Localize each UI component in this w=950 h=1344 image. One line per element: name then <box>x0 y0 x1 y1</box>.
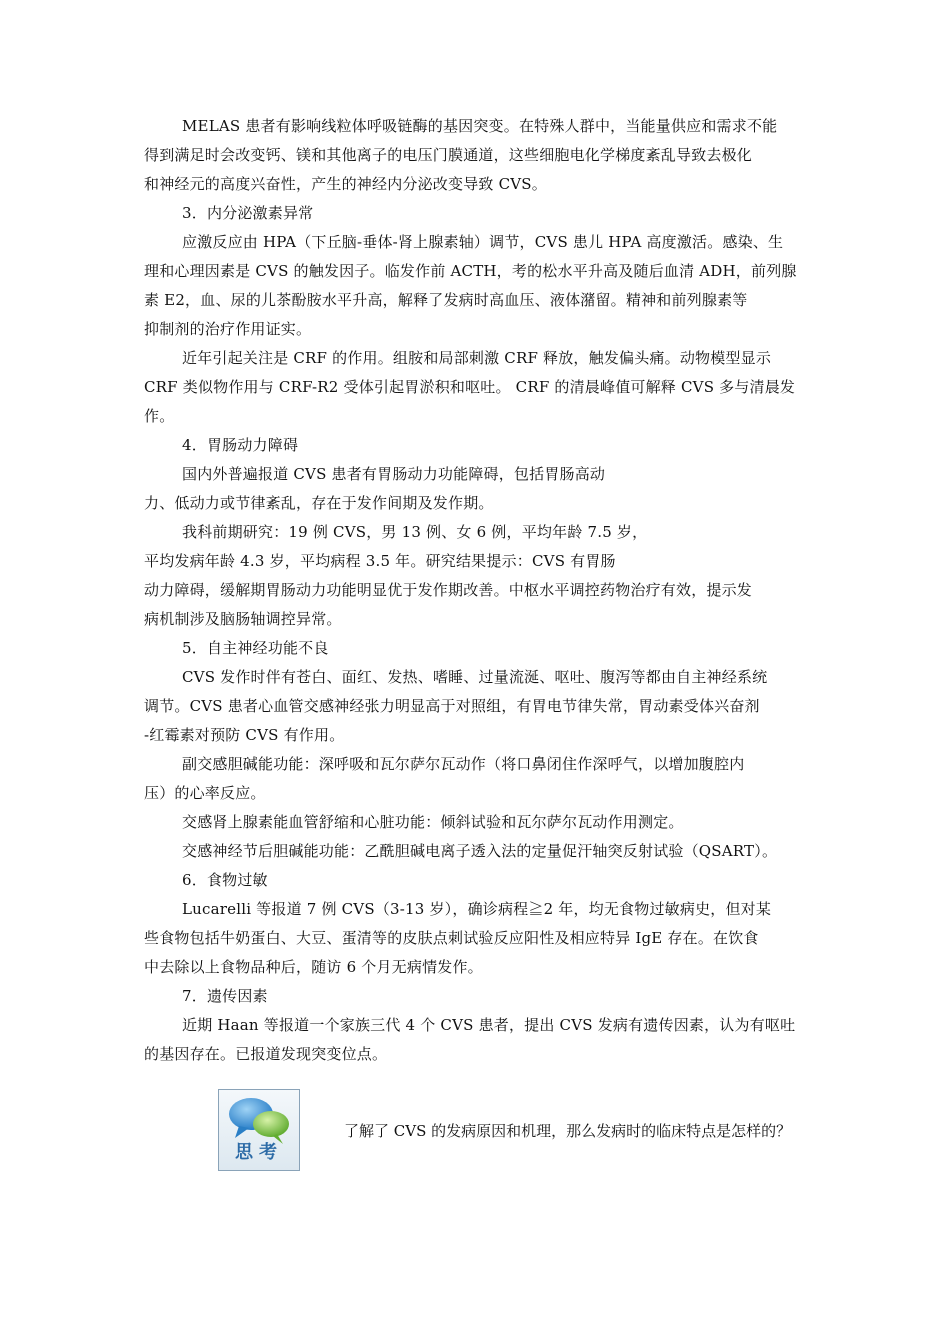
text-line: 力、低动力或节律紊乱，存在于发作间期及发作期。 <box>144 494 494 512</box>
text-line: 7．遗传因素 <box>182 987 268 1005</box>
document-body <box>144 112 810 1069</box>
text-line: 近期 Haan 等报道一个家族三代 4 个 CVS 患者，提出 CVS 发病有遗传因素，认为有呕吐 <box>182 1016 796 1034</box>
think-question: 了解了 CVS 的发病原因和机理，那么发病时的临床特点是怎样的？ <box>344 1122 792 1140</box>
text-line: 压）的心率反应。 <box>144 784 266 802</box>
text-line: 3．内分泌激素异常 <box>182 204 314 222</box>
text-line: -红霉素对预防 CVS 有作用。 <box>144 726 345 744</box>
text-line: 素 E2，血、尿的儿茶酚胺水平升高，解释了发病时高血压、液体潴留。精神和前列腺素等 <box>144 291 748 309</box>
text-line: 调节。CVS 患者心血管交感神经张力明显高于对照组，有胃电节律失常，胃动素受体兴奋剂 <box>144 697 760 715</box>
text-line: 理和心理因素是 CVS 的触发因子。临发作前 ACTH，考的松水平升高及随后血清 ADH，前列腺 <box>144 262 797 280</box>
text-line: 应激反应由 HPA（下丘脑-垂体-肾上腺素轴）调节，CVS 患儿 HPA 高度激活。感染、生 <box>182 233 784 251</box>
text-line: 动力障碍，缓解期胃肠动力功能明显优于发作期改善。中枢水平调控药物治疗有效，提示发 <box>144 581 753 599</box>
text-line: 些食物包括牛奶蛋白、大豆、蛋清等的皮肤点刺试验反应阳性及相应特异 IgE 存在。在饮食 <box>144 929 759 947</box>
text-line: Lucarelli 等报道 7 例 CVS（3-13 岁），确诊病程≧2 年，均无食物过敏病史，但对某 <box>182 900 772 918</box>
text-line: 的基因存在。已报道发现突变位点。 <box>144 1045 388 1063</box>
text-line: 近年引起关注是 CRF 的作用。组胺和局部刺激 CRF 释放，触发偏头痛。动物模型显示 <box>182 349 772 367</box>
text-line: MELAS 患者有影响线粒体呼吸链酶的基因突变。在特殊人群中，当能量供应和需求不能 <box>182 117 778 135</box>
text-line: 作。 <box>144 407 175 425</box>
text-line: 副交感胆碱能功能：深呼吸和瓦尔萨尔瓦动作（将口鼻闭住作深呼气，以增加腹腔内 <box>182 755 745 773</box>
text-line: 和神经元的高度兴奋性，产生的神经内分泌改变导致 CVS。 <box>144 175 547 193</box>
text-line: 我科前期研究：19 例 CVS，男 13 例、女 6 例，平均年龄 7.5 岁， <box>182 523 648 541</box>
think-label: 思考 <box>235 1142 283 1163</box>
text-line: 病机制涉及脑肠轴调控异常。 <box>144 610 342 628</box>
text-line: 交感神经节后胆碱能功能：乙酰胆碱电离子透入法的定量促汗轴突反射试验（QSART）。 <box>182 842 778 860</box>
text-line: 5．自主神经功能不良 <box>182 639 329 657</box>
text-line: 抑制剂的治疗作用证实。 <box>144 320 312 338</box>
think-callout <box>218 1089 300 1171</box>
text-line: 6．食物过敏 <box>182 871 268 889</box>
text-line: 交感肾上腺素能血管舒缩和心脏功能：倾斜试验和瓦尔萨尔瓦动作用测定。 <box>182 813 684 831</box>
text-line: CVS 发作时伴有苍白、面红、发热、嗜睡、过量流涎、呕吐、腹泻等都由自主神经系统 <box>182 668 768 686</box>
text-line: 国内外普遍报道 CVS 患者有胃肠动力功能障碍，包括胃肠高动 <box>182 465 606 483</box>
text-line: 4．胃肠动力障碍 <box>182 436 299 454</box>
text-line: CRF 类似物作用与 CRF-R2 受体引起胃淤积和呕吐。 CRF 的清晨峰值可解释 CVS 多与清晨发 <box>144 378 796 396</box>
text-line: 得到满足时会改变钙、镁和其他离子的电压门膜通道，这些细胞电化学梯度紊乱导致去极化 <box>144 146 753 164</box>
text-line: 中去除以上食物品种后，随访 6 个月无病情发作。 <box>144 958 483 976</box>
text-line: 平均发病年龄 4.3 岁，平均病程 3.5 年。研究结果提示：CVS 有胃肠 <box>144 552 616 570</box>
